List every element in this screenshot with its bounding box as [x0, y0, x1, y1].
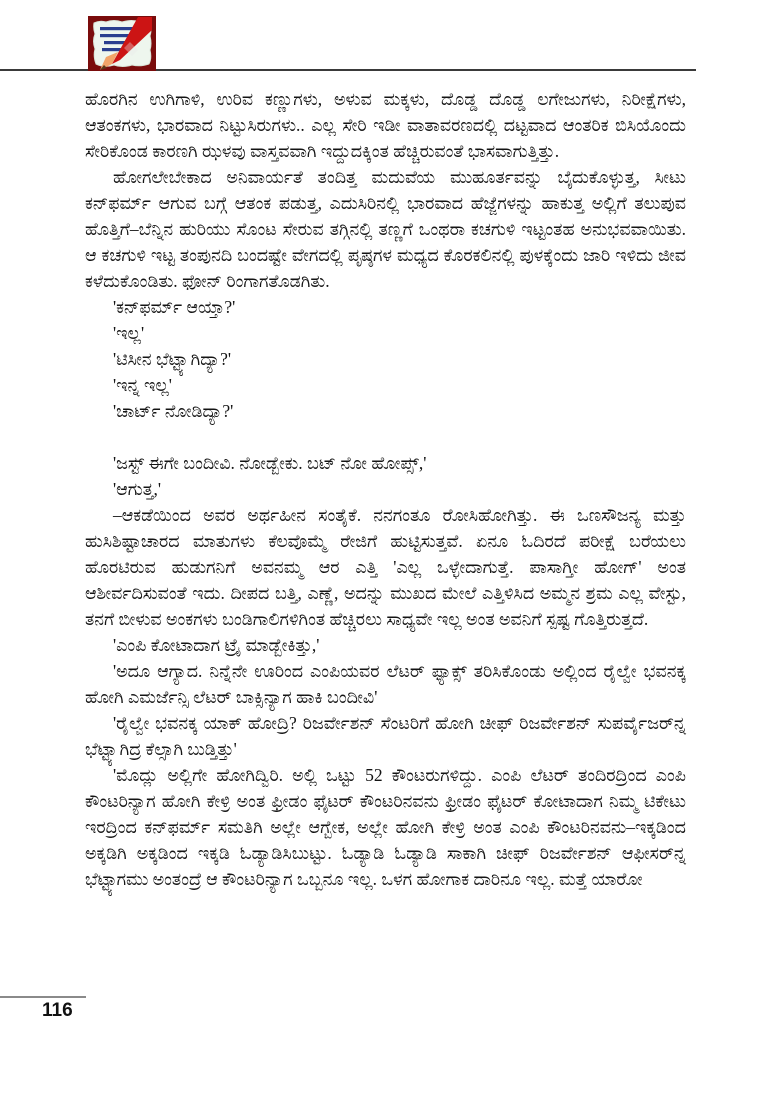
- paragraph: 'ರೈಲ್ವೇ ಭವನಕ್ಕ ಯಾಕ್ ಹೋದ್ರಿ? ರಿಜರ್ವೇಶನ್ ಸೆಂಟರಿಗೆ ಹೋಗಿ ಚೀಫ್ ರಿಜರ್ವೇಶನ್ ಸುಪರ್ವೈಜರ್‌ನ್ನ ಭೆಟ್ಟ್ಯಾಗಿದ್ರ ಕೆಲ್ಸಾಗಿ ಬುಡ್ತಿತ್ತು': [85, 713, 686, 759]
- dialogue-line: 'ಚಾರ್ಟ್ ನೋಡಿದ್ಯಾ?': [113, 401, 234, 421]
- page-number: 116: [42, 1000, 73, 1021]
- dialogue-line: 'ಎಂಪಿ ಕೋಟಾದಾಗ ಟ್ರೈ ಮಾಡ್ಬೇಕಿತ್ತು,': [113, 635, 320, 655]
- paragraph: ಹೋಗಲೇಬೇಕಾದ ಅನಿವಾರ್ಯತೆ ತಂದಿತ್ತ ಮದುವೆಯ ಮುಹೂರ್ತವನ್ನು ಬೈದುಕೊಳ್ಳುತ್ತ, ಸೀಟು ಕನ್‌ಫರ್ಮ್ ಆಗುವ ಬಗ್ಗೆ ಆತಂಕ ಪಡುತ್ತ, ಎದುಸಿರಿನಲ್ಲಿ ಭಾರವಾದ ಹೆಜ್ಜೆಗಳನ್ನು ಹಾಕುತ್ತ ಅಲ್ಲಿಗೆ ತಲುಪುವ ಹೊತ್ತಿಗೆ–ಬೆನ್ನಿನ ಹುರಿಯು ಸೊಂಟ ಸೇರುವ ತಗ್ಗಿನಲ್ಲಿ ತಣ್ಣಗೆ ಒಂಥರಾ ಕಚಗುಳಿ ಇಟ್ಟಂತಹ ಅನುಭವವಾಯಿತು. ಆ ಕಚಗುಳಿ ಇಟ್ಟ ತಂಪುನದಿ ಬಂದಷ್ಟೇ ವೇಗದಲ್ಲಿ ಪೃಷ್ಠಗಳ ಮಧ್ಯದ ಕೊರಕಲಿನಲ್ಲಿ ಪುಳಕ್ಕೆಂದು ಜಾರಿ ಇಳಿದು ಜೀವ ಕಳೆದುಕೊಂಡಿತು. ಫೋನ್ ರಿಂಗಾಗತೊಡಗಿತು.: [85, 167, 686, 291]
- dialogue-line: 'ಕನ್‌ಫರ್ಮ್ ಆಯ್ತಾ?': [113, 297, 236, 317]
- page-text: [85, 86, 686, 892]
- dialogue-line: 'ಇಲ್ಲ': [113, 323, 145, 343]
- dialogue-line: 'ಆಗುತ್ತ,': [113, 479, 162, 499]
- paragraph: 'ಮೊದ್ಲು ಅಲ್ಲಿಗೇ ಹೋಗಿದ್ವಿರಿ. ಅಲ್ಲಿ ಒಟ್ಟು 52 ಕೌಂಟರುಗಳಿದ್ದು. ಎಂಪಿ ಲೆಟರ್ ತಂದಿರದ್ರಿಂದ ಎಂಪಿ ಕೌಂಟರಿನ್ಯಾಗ ಹೋಗಿ ಕೇಳ್ರಿ ಅಂತ ಫ್ರೀಡಂ ಫೈಟರ್ ಕೌಂಟರಿನವನು ಫ್ರೀಡಂ ಫೈಟರ್ ಕೋಟಾದಾಗ ನಿಮ್ಮ ಟಿಕೇಟು ಇರದ್ರಿಂದ ಕನ್‌ಫರ್ಮ್ ಸಮತಿಗಿ ಅಲ್ಲೇ ಆಗ್ಬೇಕ, ಅಲ್ಲೇ ಹೋಗಿ ಕೇಳ್ರಿ ಅಂತ ಎಂಪಿ ಕೌಂಟರಿನವನು–ಇಕ್ಕಡಿಂದ ಅಕ್ಕಡಿಗಿ ಅಕ್ಕಡಿಂದ ಇಕ್ಕಡಿ ಓಡ್ಯಾಡಿಸಿಬುಟ್ಟು. ಓಡ್ಯಾಡಿ ಓಡ್ಯಾಡಿ ಸಾಕಾಗಿ ಚೀಫ್ ರಿಜರ್ವೇಶನ್ ಆಫೀಸರ್‌ನ್ನ ಭೆಟ್ಟ್ಯಾಗಮು ಅಂತಂದ್ರೆ ಆ ಕೌಂಟರಿನ್ಯಾಗ ಒಬ್ಬನೂ ಇಲ್ಲ. ಒಳಗ ಹೋಗಾಕ ದಾರಿನೂ ಇಲ್ಲ. ಮತ್ತೆ ಯಾರೋ: [85, 765, 686, 889]
- dialogue-line: 'ಟಿಸೀನ ಭೆಟ್ಟ್ಯಾಗಿದ್ಯಾ?': [113, 349, 232, 369]
- paragraph: ಹೊರಗಿನ ಉಗಿಗಾಳಿ, ಉರಿವ ಕಣ್ಣುಗಳು, ಅಳುವ ಮಕ್ಕಳು, ದೊಡ್ಡ ದೊಡ್ಡ ಲಗೇಜುಗಳು, ನಿರೀಕ್ಷೆಗಳು, ಆತಂಕಗಳು, ಭಾರವಾದ ನಿಟ್ಟುಸಿರುಗಳು.. ಎಲ್ಲ ಸೇರಿ ಇಡೀ ವಾತಾವರಣದಲ್ಲಿ ದಟ್ಟವಾದ ಆಂತರಿಕ ಬಿಸಿಯೊಂದು ಸೇರಿಕೊಂಡ ಕಾರಣಗಿ ಝಳವು ವಾಸ್ತವವಾಗಿ ಇದ್ದುದಕ್ಕಿಂತ ಹೆಚ್ಚಿರುವಂತೆ ಭಾಸವಾಗುತ್ತಿತ್ತು.: [85, 89, 686, 161]
- paper-with-pen-icon: [88, 16, 156, 71]
- footer-divider: [0, 996, 86, 998]
- dialogue-line: 'ಜಸ್ಟ್ ಈಗೇ ಬಂದೀವಿ. ನೋಡ್ಬೇಕು. ಬಟ್ ನೋ ಹೋಪ್ಸ್,': [113, 453, 427, 473]
- dialogue-line: 'ಇನ್ನ ಇಲ್ಲ': [113, 375, 172, 395]
- paragraph: –ಆಕಡೆಯಿಂದ ಅವರ ಅರ್ಥಹೀನ ಸಂತೈಕೆ. ನನಗಂತೂ ರೋಸಿಹೋಗಿತ್ತು. ಈ ಒಣಸೌಜನ್ಯ ಮತ್ತು ಹುಸಿಶಿಷ್ಟಾಚಾರದ ಮಾತುಗಳು ಕೆಲವೊಮ್ಮೆ ರೇಜಿಗೆ ಹುಟ್ಟಿಸುತ್ತವೆ. ಏನೂ ಓದಿರದೆ ಪರೀಕ್ಷೆ ಬರೆಯಲು ಹೊರಟಿರುವ ಹುಡುಗನಿಗೆ ಅವನಮ್ಮ ಆರ ಎತ್ತಿ 'ಎಲ್ಲ ಒಳ್ಳೇದಾಗುತ್ತೆ. ಪಾಸಾಗ್ತೀ ಹೋಗ್' ಅಂತ ಆಶೀರ್ವದಿಸುವಂತೆ ಇದು. ದೀಪದ ಬತ್ತಿ, ಎಣ್ಣೆ, ಅದನ್ನು ಮುಖದ ಮೇಲೆ ಎತ್ತಿಳಿಸಿದ ಅಮ್ಮನ ಶ್ರಮ ಎಲ್ಲ ವೇಸ್ಟು, ತನಗೆ ಬೀಳುವ ಅಂಕಗಳು ಬಂಡಿಗಾಲಿಗಳಿಗಿಂತ ಹೆಚ್ಚಿರಲು ಸಾಧ್ಯವೇ ಇಲ್ಲ ಅಂತ ಅವನಿಗೆ ಸ್ಪಷ್ಟ ಗೊತ್ತಿರುತ್ತದೆ.: [85, 505, 686, 629]
- paragraph: 'ಅದೂ ಆಗ್ಯಾದ. ನಿನ್ನೆನೇ ಊರಿಂದ ಎಂಪಿಯವರ ಲೆಟರ್ ಫ್ಯಾಕ್ಸ್ ತರಿಸಿಕೊಂಡು ಅಲ್ಲಿಂದ ರೈಲ್ವೇ ಭವನಕ್ಕ ಹೋಗಿ ಎಮರ್ಜೆನ್ಸಿ ಲೆಟರ್ ಬಾಕ್ಸಿನ್ಯಾಗ ಹಾಕಿ ಬಂದೀವಿ': [85, 661, 686, 707]
